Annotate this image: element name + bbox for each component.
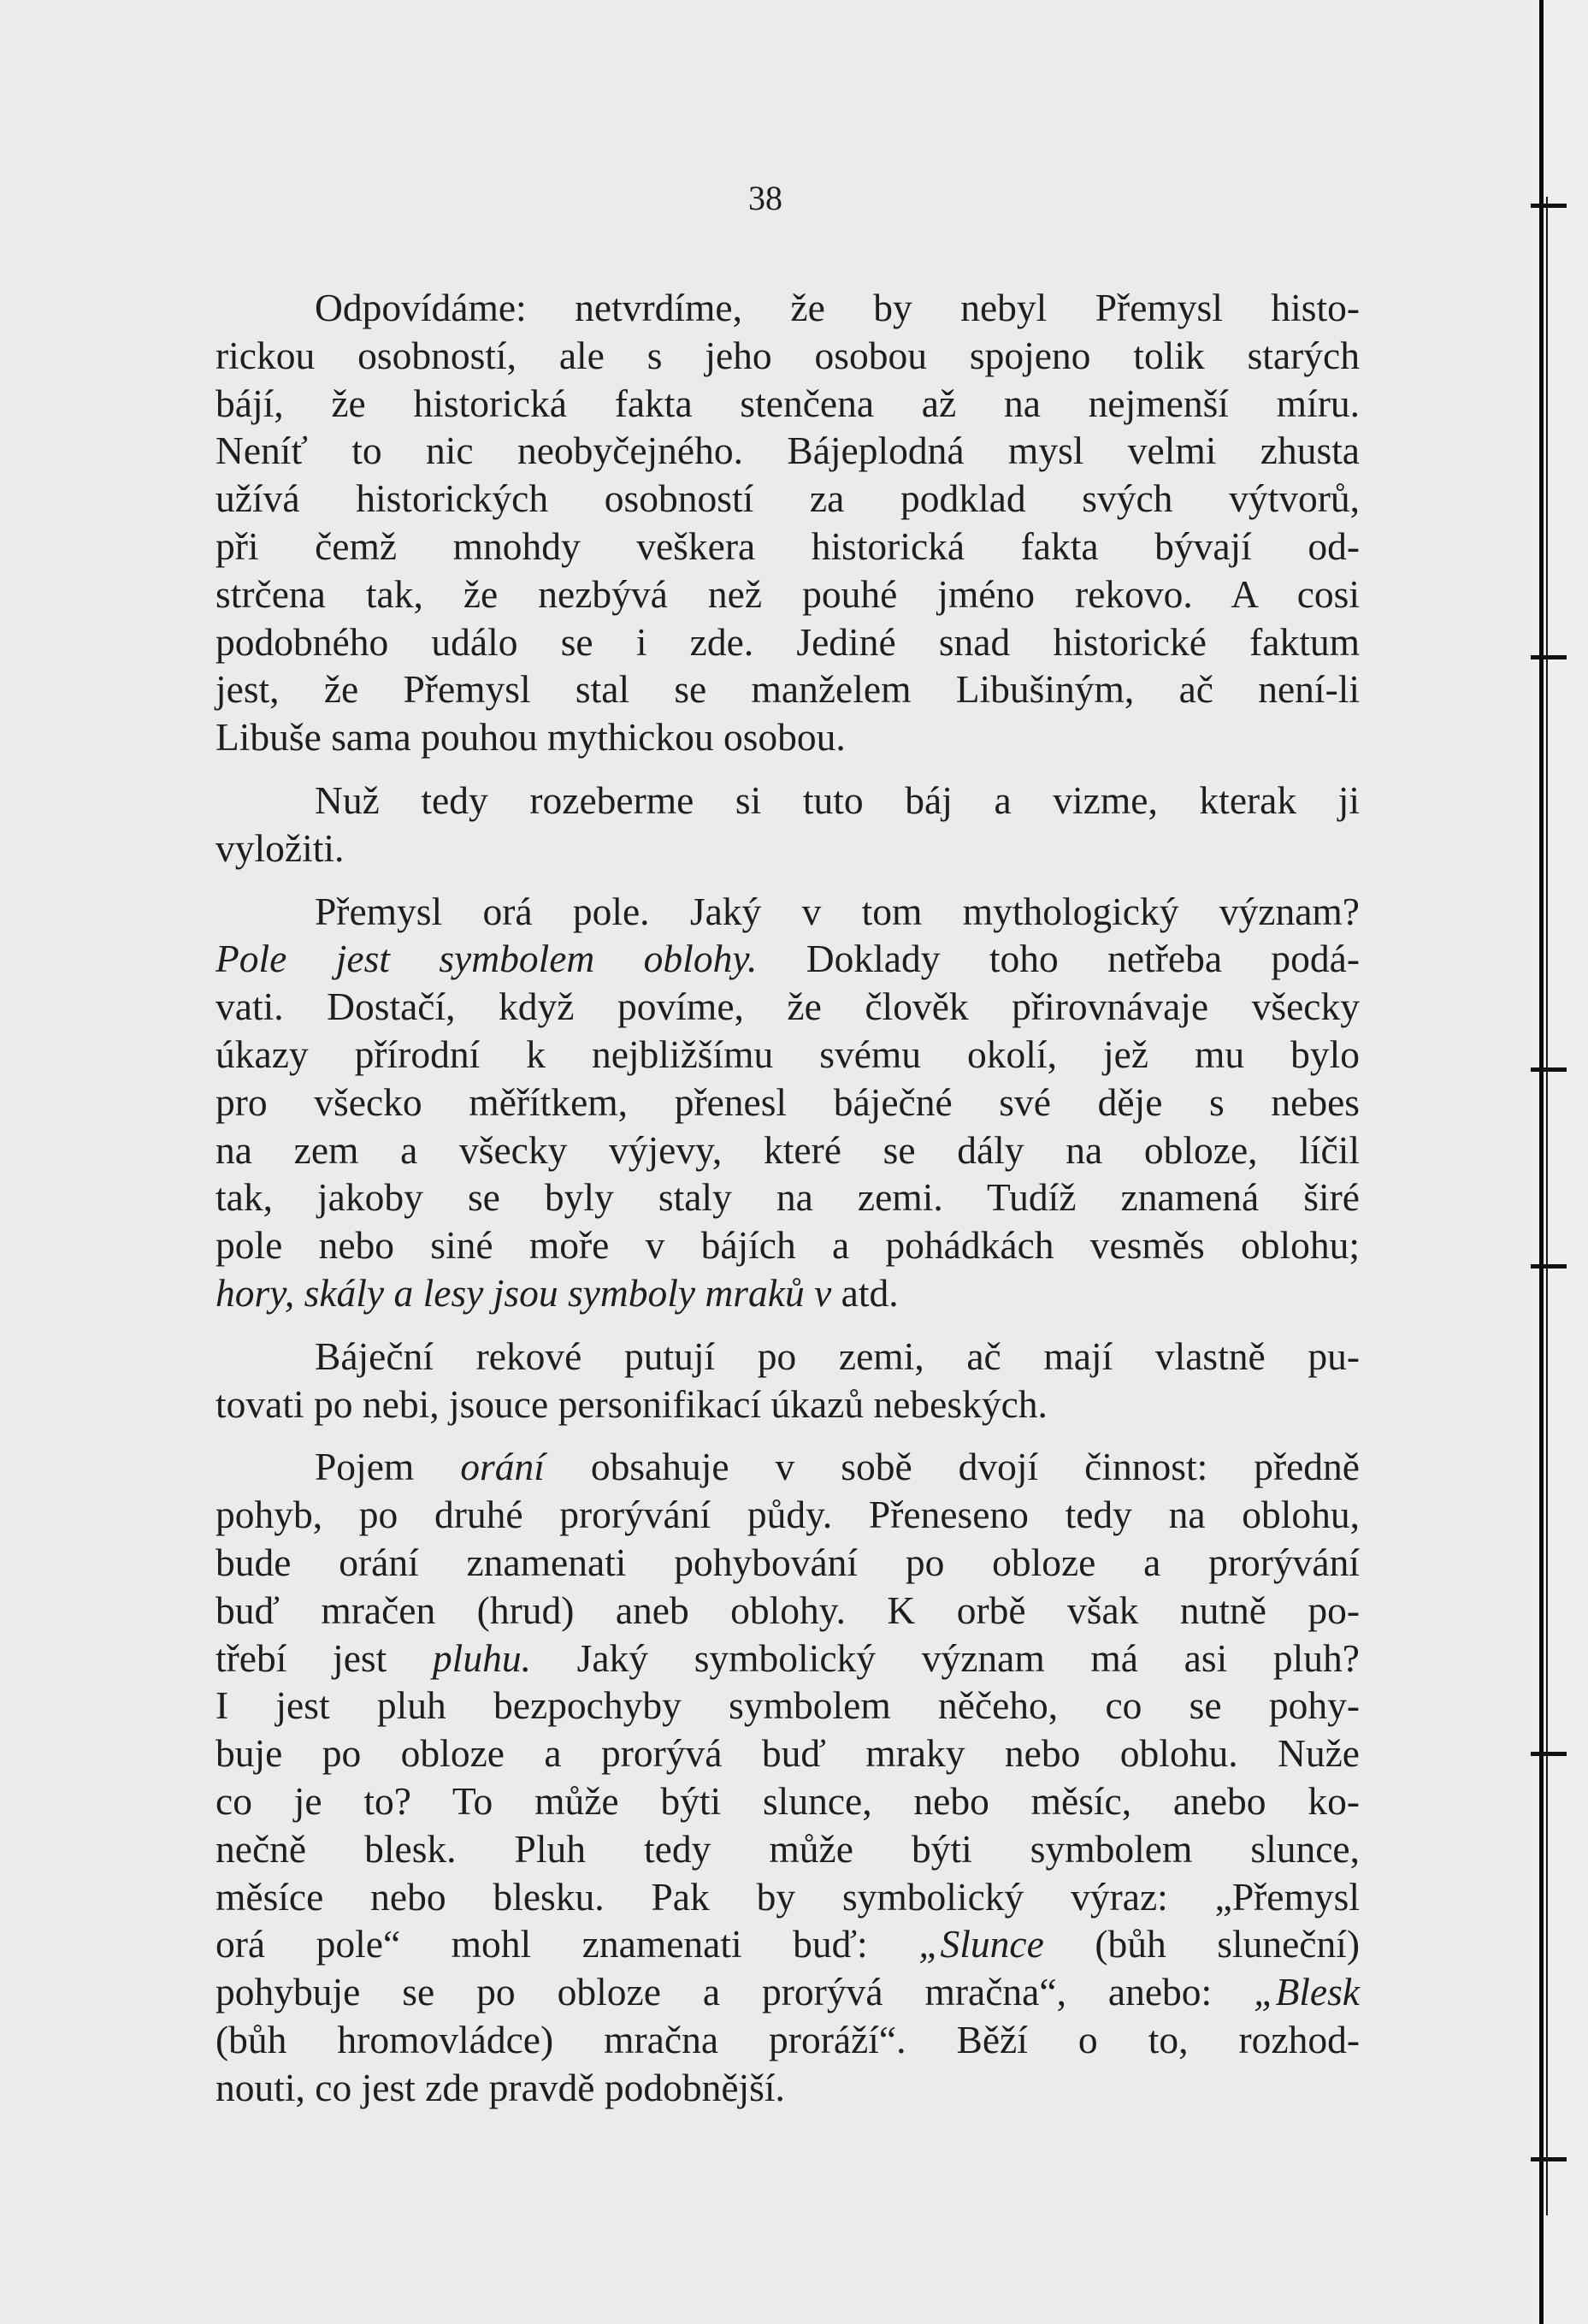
binding-tick: [1531, 1067, 1567, 1072]
text-line: [215, 1825, 1360, 1873]
text-line: [215, 1174, 1360, 1221]
line-text: pohybuje se po obloze a prorývá mračna“, anebo:: [215, 1970, 1254, 2014]
text-line: jest, že Přemysl stal se manželem Libušiným, ač není-li: [215, 667, 1360, 712]
text-line: Neníť to nic neobyčejného. Bájeplodná mysl velmi zhusta: [215, 429, 1360, 473]
page-number: 38: [748, 179, 782, 217]
paragraph-1: [215, 284, 1360, 761]
text-line: Nuž tedy rozeberme si tuto báj a vizme, kterak ji: [315, 778, 1360, 822]
text-line: [215, 935, 1360, 983]
text-line: [215, 1635, 1360, 1682]
line-text: Pojem: [315, 1445, 461, 1489]
line-text: pole nebo siné moře v bájích a pohádkách vesměs oblohu;: [215, 1223, 1360, 1268]
line-text: co je to? To může býti slunce, nebo měsíc, anebo ko-: [215, 1778, 1360, 1823]
line-text: úkazy přírodní k nejbližšímu svému okolí, jež mu bylo: [215, 1032, 1360, 1076]
text-line: [215, 1031, 1360, 1079]
line-text: třebí jest: [215, 1635, 433, 1680]
body-text: [215, 284, 1360, 2111]
paragraph-2: [215, 777, 1360, 872]
binding-tick: [1531, 655, 1567, 659]
text-line: [215, 1920, 1360, 1968]
text-line: [215, 1079, 1360, 1127]
binding-tick: [1531, 2157, 1567, 2161]
paragraph-4: [215, 1333, 1360, 1428]
text-line: [215, 2016, 1360, 2064]
line-text: pohyb, po druhé prorývání půdy. Přeneseno tedy na oblohu,: [215, 1493, 1360, 1537]
paragraph-3: [215, 888, 1360, 1317]
text-line: strčena tak, že nezbývá než pouhé jméno rekovo. A cosi: [215, 571, 1360, 616]
line-text: nečně blesk. Pluh tedy může býti symbolem slunce,: [215, 1826, 1360, 1871]
line-text: I jest pluh bezpochyby symbolem něčeho, co se pohy-: [215, 1683, 1360, 1728]
line-text: vati. Dostačí, když povíme, že člověk přirovnávaje všecky: [215, 985, 1360, 1029]
binding-tick: [1531, 1752, 1567, 1756]
line-text: Jaký symbolický význam má asi pluh?: [530, 1635, 1360, 1680]
italic-text: pluhu.: [432, 1635, 531, 1680]
text-line: [215, 1730, 1360, 1777]
text-line: [215, 1873, 1360, 1921]
binding-rule-inner: [1546, 197, 1548, 2215]
text-line: Odpovídáme: netvrdíme, že by nebyl Přemysl histo-: [315, 286, 1360, 329]
text-line: Libuše sama pouhou mythickou osobou.: [215, 715, 846, 760]
line-text: orá pole“ mohl znamenati buď:: [215, 1922, 919, 1966]
text-line: při čemž mnohdy veškera historická fakta bývají od-: [215, 523, 1360, 568]
line-text: atd.: [831, 1270, 899, 1315]
line-text: na zem a všecky výjevy, které se dály na obloze, líčil: [215, 1127, 1360, 1172]
text-line: [215, 1443, 1360, 1491]
binding-tick: [1531, 204, 1567, 208]
line-text: (bůh hromovládce) mračna proráží“. Běží o to, rozhod-: [215, 2017, 1360, 2061]
line-text: buď mračen (hrud) aneb oblohy. K orbě však nutně po-: [215, 1588, 1360, 1632]
text-line: [215, 1682, 1360, 1730]
text-line: [215, 1127, 1360, 1174]
line-text: buje po obloze a prorývá buď mraky nebo oblohu. Nuže: [215, 1731, 1360, 1776]
italic-text: „Slunce: [918, 1922, 1044, 1966]
line-text: obsahuje v sobě dvojí činnost: předně: [544, 1445, 1360, 1489]
text-line: užívá historických osobností za podklad svých výtvorů,: [215, 476, 1360, 521]
text-line: [215, 1221, 1360, 1269]
text-line: [215, 1587, 1360, 1635]
text-line: [215, 2064, 1360, 2112]
text-line: [215, 983, 1360, 1031]
text-line: [215, 1968, 1360, 2016]
line-text: měsíce nebo blesku. Pak by symbolický výraz: „Přemysl: [215, 1874, 1360, 1919]
text-line: [215, 1491, 1360, 1539]
line-text: Přemysl orá pole. Jaký v tom mythologický význam?: [315, 889, 1360, 933]
line-text: nouti, co jest zde pravdě podobnější.: [215, 2065, 785, 2109]
italic-text: hory, skály a lesy jsou symboly mraků v: [215, 1270, 832, 1315]
text-line: rickou osobností, ale s jeho osobou spojeno tolik starých: [215, 333, 1360, 377]
text-line: podobného událo se i zde. Jediné snad historické faktum: [215, 619, 1360, 664]
line-text: (bůh sluneční): [1043, 1922, 1361, 1966]
line-text: Doklady toho netřeba podá-: [757, 937, 1360, 981]
text-line: [215, 888, 1360, 936]
italic-text: Pole jest symbolem oblohy.: [215, 937, 758, 981]
italic-text: orání: [460, 1445, 545, 1489]
text-line: tovati po nebi, jsouce personifikací úkazů nebeských.: [215, 1381, 1048, 1426]
italic-text: „Blesk: [1254, 1970, 1360, 2014]
paragraph-5: [215, 1443, 1360, 2111]
text-line: vyložiti.: [215, 825, 345, 870]
text-line: [215, 1777, 1360, 1825]
binding-tick: [1531, 1264, 1567, 1268]
text-line: bájí, že historická fakta stenčena až na nejmenší míru.: [215, 381, 1360, 425]
text-line: [215, 1269, 1360, 1317]
binding-rule: [1539, 0, 1544, 2324]
line-text: tak, jakoby se byly staly na zemi. Tudíž znamená širé: [215, 1175, 1360, 1220]
text-line: [215, 1539, 1360, 1587]
page-binding-edge: [1531, 0, 1588, 2324]
text-line: Báječní rekové putují po zemi, ač mají vlastně pu-: [315, 1333, 1360, 1378]
line-text: bude orání znamenati pohybování po obloze a prorývání: [215, 1540, 1360, 1584]
line-text: pro všecko měřítkem, přenesl báječné své děje s nebes: [215, 1079, 1360, 1124]
